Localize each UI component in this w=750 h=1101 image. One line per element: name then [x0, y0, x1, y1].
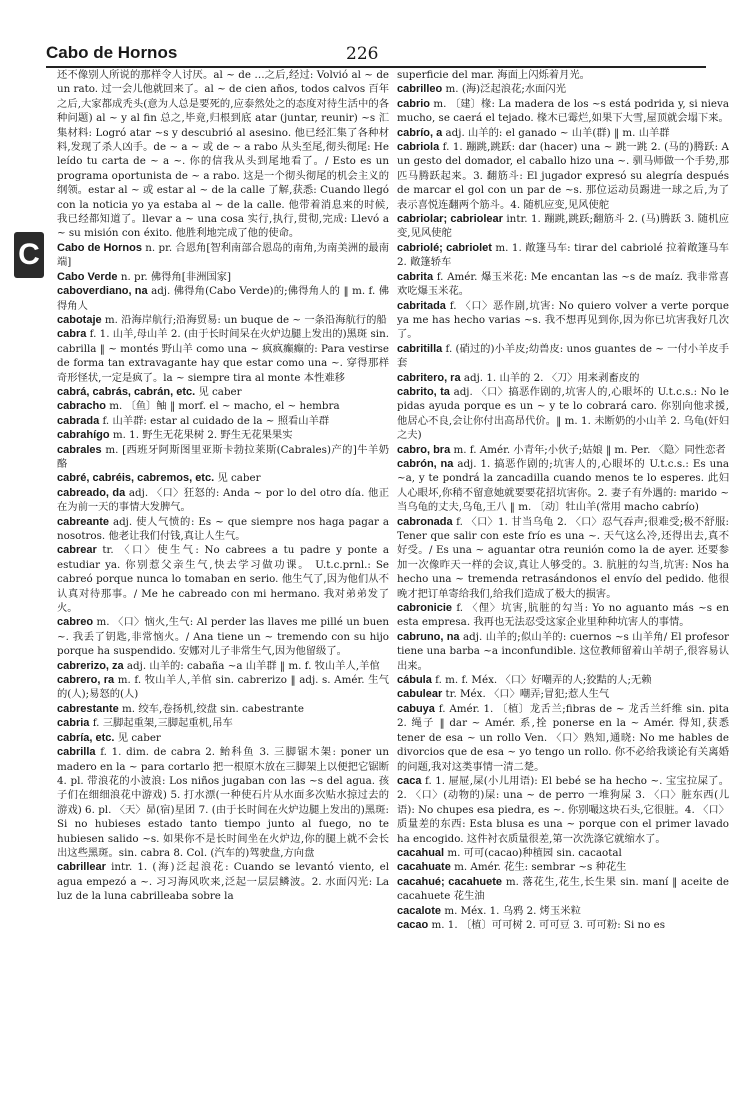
dictionary-entry [57, 486, 389, 515]
dictionary-entry [397, 515, 729, 601]
entry-definition: intr. 1. 蹦跳,跳跃;翻筋斗 2. (马)腾跃 3. 随机应变,见风使舵 [397, 213, 729, 240]
entry-headword: cábula [397, 674, 432, 687]
dictionary-entry [57, 745, 389, 860]
entry-definition: f. 山羊群: estar al cuidado de la ~ 照看山羊群 [102, 414, 330, 427]
entry-definition: m. (海)泛起浪花;水面闪光 [445, 83, 567, 96]
dictionary-entry [397, 774, 729, 846]
entry-definition: m. 〔建〕椽: La madera de los ~s está podrida y, si nieva mucho, se caerá el tejado. 椽木已霉烂,如果下大雪,屋顶就会塌下来。 [397, 97, 729, 125]
entry-headword: cabrilla [57, 746, 96, 759]
entry-headword: cacahual [397, 846, 445, 859]
entry-definition: adj. 山羊的: el ganado ~ 山羊(群) ‖ m. 山羊群 [445, 126, 670, 139]
dictionary-entry [397, 212, 729, 241]
entry-definition: m. 1. 〔植〕可可树 2. 可可豆 3. 可可粉: Si no es [431, 918, 666, 931]
entry-headword: cabrales [57, 443, 102, 456]
dictionary-entry [57, 313, 389, 327]
entry-headword: cabra [57, 328, 87, 341]
entry-definition: f. 1. 蹦跳,跳跃: dar (hacer) una ~ 跳一跳 2. (马的)腾跃: A un gesto del domador, el caballo hizo una ~. 驯马师做一个手势,那匹马腾跃起来。3. 翻筋斗: El jugador expresó su alegría después de marcar el gol con un par de ~s. 那位运动员踢进一球之后,为了表示喜悦连翻两个筋斗。4. 随机应变,见风使舵 [397, 141, 729, 211]
entry-headword: cabotaje [57, 313, 102, 326]
entry-definition: intr. 1. (海)泛起浪花: Cuando se levantó viento, el agua empezó a ~. 习习海风吹来,泛起一层层鳞波。2. 水面闪光: La luz de la luna cabrilleaba sobre la [57, 861, 389, 903]
entry-definition: tr. Méx. 〈口〉嘲弄;冒犯;惹人生气 [445, 688, 610, 701]
entry-headword: cabrito, ta [397, 385, 450, 398]
entry-headword: cabreado, da [57, 486, 126, 499]
entry-headword: cabuya [397, 702, 435, 715]
dictionary-entry [57, 270, 389, 284]
dictionary-entry [397, 270, 729, 299]
entry-definition: m. f. Amér. 小青年;小伙子;姑娘 ‖ m. Per. 〈隐〉同性恋者 [453, 443, 726, 456]
entry-headword: cabriolar; cabriolear [397, 213, 503, 226]
entry-headword: Cabo Verde [57, 270, 118, 283]
dictionary-entry [397, 860, 729, 874]
entry-headword: cabriola [397, 141, 440, 154]
entry-definition: m. Amér. 花生: sembrar ~s 种花生 [454, 861, 627, 874]
dictionary-entry [57, 673, 389, 702]
entry-headword: cacahué; cacahuete [397, 875, 503, 888]
dictionary-entry [397, 140, 729, 212]
dictionary-entry [57, 543, 389, 615]
dictionary-entry [57, 659, 389, 673]
dictionary-entry [57, 68, 389, 241]
entry-headword: cabritada [397, 299, 446, 312]
entry-definition: m. 1. 敞篷马车: tirar del cabriolé 拉着敞篷马车 2. 敞篷轿车 [397, 241, 729, 269]
entry-definition: f. 〈口〉1. 甘当乌龟 2. 〈口〉忍气吞声;很难受;极不舒服: Tener que salir con este frío es una ~. 天气这么冷,还得出去,真不好受。/ Es una ~ aguantar otra reunión como la de ayer. 还要参加一次像昨天一样的会议,真让人够受的。3. 肮脏的勾当,坑害: Nos ha hecho una ~ tremenda retrasándonos el envío del pedido. 他很晚才把订单寄给我们,给我们造成了极大的损害。 [397, 515, 729, 600]
dictionary-entry [57, 385, 389, 399]
entry-definition: 见 caber [198, 385, 242, 398]
entry-headword: cacalote [397, 904, 442, 917]
entry-definition: m. f. 牧山羊人,羊倌 sin. cabrerizo ‖ adj. s. Amér. 生气的(人);易怒的(人) [57, 674, 389, 701]
entry-definition: f. 三脚起重架,三脚起重机,吊车 [92, 717, 233, 730]
entry-definition: f. 〈俚〉坑害,肮脏的勾当: Yo no aguanto más ~s en esta empresa. 我再也无法忍受这家企业里种种坑害人的事情。 [397, 602, 729, 629]
dictionary-entry [57, 471, 389, 485]
entry-headword: cabulear [397, 688, 443, 701]
entry-definition: m. [西班牙阿斯图里亚斯卡勃拉莱斯(Cabrales)产的]牛羊奶酪 [57, 443, 389, 470]
dictionary-entry [397, 126, 729, 140]
dictionary-entry [397, 443, 729, 457]
entry-definition: adj. 使人气愤的: Es ~ que siempre nos haga pagar a nosotros. 他老让我们付钱,真让人生气。 [57, 515, 389, 542]
entry-definition: m. Méx. 1. 乌鸦 2. 烤玉米粒 [444, 904, 581, 917]
entry-headword: cabrón, na [397, 457, 454, 470]
dictionary-entry [397, 82, 729, 96]
entry-headword: caboverdiano, na [57, 285, 148, 298]
entry-definition: n. pr. 合恩角[智利南部合恩岛的南角,为南美洲的最南端] [57, 241, 389, 269]
entry-definition: m. 〈口〉恼火,生气: Al perder las llaves me pillé un buen ~. 我丢了钥匙,非常恼火。/ Ana tiene un ~ tremendo con su hijo porque ha suspendido. 安娜对儿子非常生气,因为他留级了。 [57, 616, 389, 658]
dictionary-entry [57, 716, 389, 730]
entry-headword: cabro, bra [397, 443, 451, 456]
dictionary-entry [397, 371, 729, 385]
entry-definition: 还不像别人所说的那样令人讨厌。al ~ de …之后,经过: Volvió al ~ de un rato. 过一会儿他就回来了。al ~ de cien años, todos calvos 百年之后,大家都成秃头(意为人总是要死的,应泰然处之的态度对待生活中的各种问题) al ~ y al fin 总之,毕竟,归根到底 atar (juntar, reunir) ~s 汇集材料: Logró atar ~s y descubrió al asesino. 他已经汇集了各种材料,发现了杀人凶手。de ~ a ~ 或 de ~ a rabo 从头至尾,彻头彻尾: He leído tu carta de ~ a ~. 你的信我从头到尾地看了。/ Esto es un programa oportunista de ~ a rabo. 这是一个彻头彻尾的机会主义的纲领。estar al ~ 或 estar al ~ de la calle 了解,获悉: Cuando llegó con la noticia yo ya estaba al ~ de la calle. 他带着消息来的时候,我已经都知道了。llevar a ~ una cosa 实行,执行,贯彻,完成: Llevó a ~ su misión con éxito. 他胜利地完成了他的使命。 [57, 69, 389, 240]
entry-definition: m. 落花生,花生,长生果 sin. maní ‖ aceite de cacahuete 花生油 [397, 875, 729, 903]
entry-definition: 见 caber [217, 472, 261, 485]
dictionary-entry [397, 601, 729, 630]
entry-definition: adj. 1. 山羊的 2. 〈刀〉用来剥畜皮的 [463, 371, 640, 384]
dictionary-entry [397, 457, 729, 515]
page-header [46, 36, 706, 68]
entry-definition: superficie del mar. 海面上闪烁着月光。 [397, 69, 590, 81]
dictionary-entry [57, 615, 389, 658]
entry-headword: cabrillear [57, 861, 106, 874]
entry-headword: cabruno, na [397, 630, 460, 643]
entry-headword: cabrestante [57, 702, 119, 715]
dictionary-entry [397, 630, 729, 673]
section-thumb-tab: C [14, 232, 44, 278]
entry-headword: cabrio [397, 97, 431, 110]
dictionary-entry [57, 443, 389, 472]
dictionary-entry [397, 299, 729, 342]
entry-definition: f. 1. 山羊,母山羊 2. (由于长时间呆在火炉边腿上发出的)黑斑 sin. cabrilla ‖ ~ montés 野山羊 como una ~ 疯疯癫癫的: Para vestirse de forma tan extravagante hay que estar como una ~. 穿得那样奇形怪状,一定是疯了。la ~ siempre tira al monte 本性难移 [57, 328, 389, 384]
entry-definition: adj. 〈口〉搞恶作剧的,坑害人的,心眼坏的 U.t.c.s.: No le pidas ayuda porque es un ~ y te lo cobrará caro. 你别向他求援,他居心不良,会让你付出高昂代价。‖ m. 1. 未断奶的小山羊 2. 乌龟(奸妇之夫) [397, 385, 729, 442]
entry-headword: cabrear [57, 544, 97, 557]
dictionary-entry [397, 241, 729, 270]
entry-headword: cabronicie [397, 602, 453, 615]
dictionary-entry [397, 702, 729, 774]
entry-definition: adj. 山羊的: cabaña ~a 山羊群 ‖ m. f. 牧山羊人,羊倌 [126, 659, 380, 672]
dictionary-entry [397, 673, 729, 687]
entry-headword: cabritero, ra [397, 371, 461, 384]
entry-headword: cabrahígo [57, 429, 110, 442]
dictionary-entry [397, 904, 729, 918]
entry-definition: f. 1. dim. de cabra 2. 鲐科鱼 3. 三脚锯木架: poner un madero en la ~ para cortarlo 把一根原木放在三脚架上以便把它锯断 4. pl. 带浪花的小波浪: Los niños jugaban con las ~s del agua. 孩子们在细细浪花中游戏) 5. 打水漂(一种使石片从水面多次贴水掠过去的游戏) 6. pl. 〈天〉昴(宿)星团 7. (由于长时间在火炉边腿上发出的)黑斑: Si no hubieses estado tanto tiempo junto al fuego, no te hubiesen salido ~s. 如果你不是长时间坐在火炉边,你的腿上就不会长出这些黑斑。sin. cabra 8. Col. (汽车的)驾驶盘,方向盘 [57, 746, 389, 859]
entry-definition: tr. 〈口〉使生气: No cabrees a tu padre y ponte a estudiar ya. 你别惹父亲生气,快去学习做功课。 U.t.c.prnl.: Se cabreó porque nunca lo tomaban en serio. 他生气了,因为他们从不认真对待那事。/ Me he cabreado con mi hermano. 我对弟弟发了火。 [57, 544, 389, 615]
dictionary-entry [57, 702, 389, 716]
entry-definition: f. Amér. 爆玉米花: Me encantan las ~s de maíz. 我非常喜欢吃爆玉米花。 [397, 270, 729, 298]
entry-definition: m. 1. 野生无花果树 2. 野生无花果果实 [112, 429, 293, 442]
dictionary-entry [57, 860, 389, 903]
entry-definition: n. pr. 佛得角[非洲国家] [120, 270, 232, 283]
page-number: 226 [346, 44, 379, 64]
dictionary-entry [57, 241, 389, 270]
entry-headword: cabrada [57, 414, 100, 427]
entry-headword: Cabo de Hornos [57, 241, 142, 254]
entry-headword: cabreo [57, 616, 94, 629]
dictionary-entry [57, 327, 389, 385]
dictionary-entry [57, 428, 389, 442]
dictionary-entry [57, 515, 389, 544]
guide-word: Cabo de Hornos [46, 43, 178, 62]
dictionary-entry [397, 97, 729, 126]
dictionary-entry [397, 687, 729, 701]
entry-definition: 见 caber [117, 731, 161, 744]
entry-headword: cabriolé; cabriolet [397, 241, 492, 254]
dictionary-entry [397, 342, 729, 371]
dictionary-entry [57, 731, 389, 745]
entry-definition: adj. 1. 搞恶作剧的;坑害人的,心眼坏的 U.t.c.s.: Es una ~a, y te pondrá la zancadilla cuando menos te lo esperes. 此妇人心眼坏,你稍不留意她就要要花招坑害你。2. 妻子有外遇的: marido ~ 当乌龟的丈夫,乌龟,王八 ‖ m. 〔动〕牡山羊(常用 macho cabrío) [397, 457, 729, 514]
entry-definition: f. m. f. Méx. 〈口〉好嘲弄的人;狡黠的人;无赖 [435, 674, 652, 687]
entry-headword: cabritilla [397, 342, 443, 355]
right-column [397, 68, 729, 1094]
entry-definition: f. Amér. 1. 〔植〕龙舌兰;fibras de ~ 龙舌兰纤维 sin. pita 2. 绳子 ‖ dar ~ Amér. 系,拴 ponerse en la ~ Amér. 得知,获悉 tener de esa ~ un rollo Ven. 〈口〉熟知,通晓: No me hables de divorcios que de esa ~ yo tengo un rollo. 你不必给我谈论有关离婚的问题,我对这类事情一清二楚。 [397, 702, 729, 773]
entry-definition: f. 1. 屉屉,屎(小儿用语): El bebé se ha hecho ~. 宝宝拉屎了。2. 〈口〉(动物的)屎: una ~ de perro 一堆狗屎 3. 〈口〉脏东西(儿语): No chupes esa piedra, es ~. 你别嘬这块石头,它很脏。4. 〈口〉质量差的东西: Esta blusa es una ~ porque con el primer lavado ha encogido. 这件衬衣质量很差,第一次洗涤它就缩水了。 [397, 774, 729, 845]
entry-headword: cabrita [397, 270, 434, 283]
entry-headword: cabria [57, 717, 90, 730]
dictionary-entry [397, 385, 729, 443]
entry-headword: cabrero, ra [57, 674, 115, 687]
entry-definition: m. 绞车,卷扬机,绞盘 sin. cabestrante [122, 702, 304, 715]
entry-headword: cabreante [57, 515, 109, 528]
left-column [57, 68, 389, 1094]
entry-headword: cabronada [397, 515, 453, 528]
entry-headword: cacahuate [397, 861, 451, 874]
entry-definition: f. 〈口〉恶作剧,坑害: No quiero volver a verte porque ya me has hecho varias ~s. 我不想再见到你,因为你已坑害我好几次了。 [397, 299, 729, 341]
dictionary-entry [57, 399, 389, 413]
entry-headword: cacao [397, 918, 429, 931]
entry-headword: cabrío, a [397, 126, 443, 139]
entry-definition: m. 沿海岸航行;沿海贸易: un buque de ~ 一条沿海航行的船 [104, 313, 387, 326]
entry-headword: caca [397, 774, 422, 787]
entry-definition: adj. 山羊的;似山羊的: cuernos ~s 山羊角/ El profesor tiene una barba ~a inconfundible. 这位教师留着山羊胡子,很容易认出来。 [397, 630, 729, 672]
dictionary-entry [57, 414, 389, 428]
entry-definition: m. 〔鱼〕鲉 ‖ morf. el ~ macho, el ~ hembra [109, 400, 340, 413]
dictionary-entry [397, 918, 729, 932]
entry-headword: cabré, cabréis, cabremos, etc. [57, 472, 215, 485]
dictionary-entry [397, 875, 729, 904]
entry-definition: adj. 佛得角(Cabo Verde)的;佛得角人的 ‖ m. f. 佛得角人 [57, 285, 389, 312]
entry-headword: cabrerizo, za [57, 659, 124, 672]
entry-definition: f. (硝过的)小羊皮;幼兽皮: unos guantes de ~ 一付小羊皮手套 [397, 342, 729, 370]
entry-definition: adj. 〈口〉狂怒的: Anda ~ por lo del otro día. 他正在为前一天的事情大发脾气。 [57, 486, 389, 514]
entry-headword: cabría, etc. [57, 731, 115, 744]
entry-headword: cabracho [57, 400, 106, 413]
entry-headword: cabrá, cabrás, cabrán, etc. [57, 385, 196, 398]
entry-definition: m. 可可(cacao)种植园 sin. cacaotal [447, 846, 622, 859]
entry-headword: cabrilleo [397, 83, 443, 96]
dictionary-entry [397, 68, 729, 82]
dictionary-entry [57, 284, 389, 313]
dictionary-entry [397, 846, 729, 860]
